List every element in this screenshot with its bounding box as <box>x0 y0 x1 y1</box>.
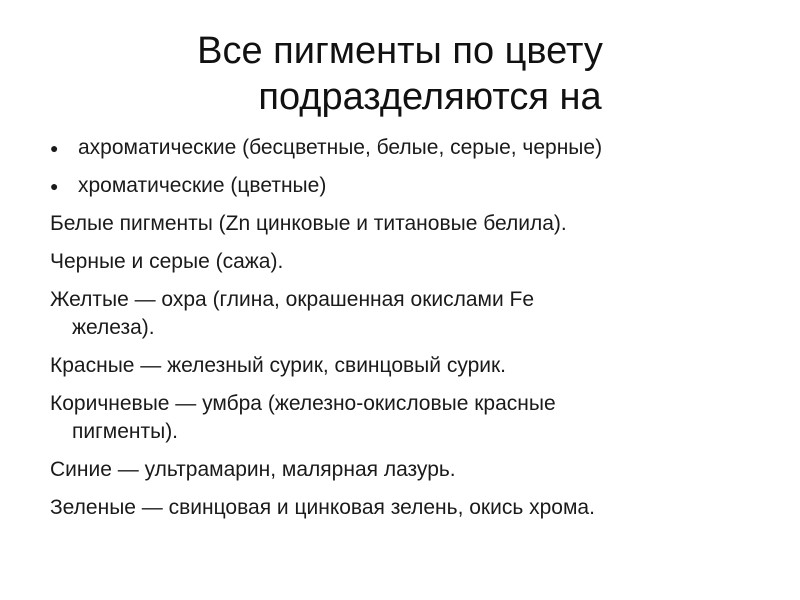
slide-title-line-1: Все пигменты по цвету <box>197 30 603 72</box>
paragraph-line: Синие — ультрамарин, малярная лазурь. <box>50 458 456 481</box>
bullet-dot-icon: ● <box>50 140 59 156</box>
bullet-text: ахроматические (бесцветные, белые, серые, черные) <box>78 136 603 159</box>
paragraph-blue-pigments <box>50 456 770 484</box>
paragraph-line: Черные и серые (сажа). <box>50 250 284 273</box>
paragraph-brown-pigments <box>50 390 770 446</box>
paragraph-line: Желтые — охра (глина, окрашенная окислами Fe <box>50 288 535 311</box>
bullet-dot-icon: ● <box>50 178 59 194</box>
paragraph-yellow-pigments <box>50 286 770 342</box>
paragraph-red-pigments <box>50 352 770 380</box>
paragraph-line-continuation: железа). <box>72 316 155 339</box>
bullet-item <box>50 134 770 162</box>
paragraph-white-pigments <box>50 210 770 238</box>
slide-title <box>0 28 800 120</box>
bullet-item <box>50 172 770 200</box>
paragraph-line: Коричневые — умбра (железно-окисловые красные <box>50 392 556 415</box>
slide-body <box>50 134 770 532</box>
paragraph-line: Красные — железный сурик, свинцовый сурик. <box>50 354 507 377</box>
paragraph-green-pigments <box>50 494 770 522</box>
paragraph-line-continuation: пигменты). <box>72 420 179 443</box>
paragraph-black-gray-pigments <box>50 248 770 276</box>
paragraph-line: Зеленые — свинцовая и цинковая зелень, окись хрома. <box>50 496 595 519</box>
slide-title-line-2: подразделяются на <box>258 76 602 118</box>
bullet-text: хроматические (цветные) <box>78 174 327 197</box>
paragraph-line: Белые пигменты (Zn цинковые и титановые белила). <box>50 212 567 235</box>
